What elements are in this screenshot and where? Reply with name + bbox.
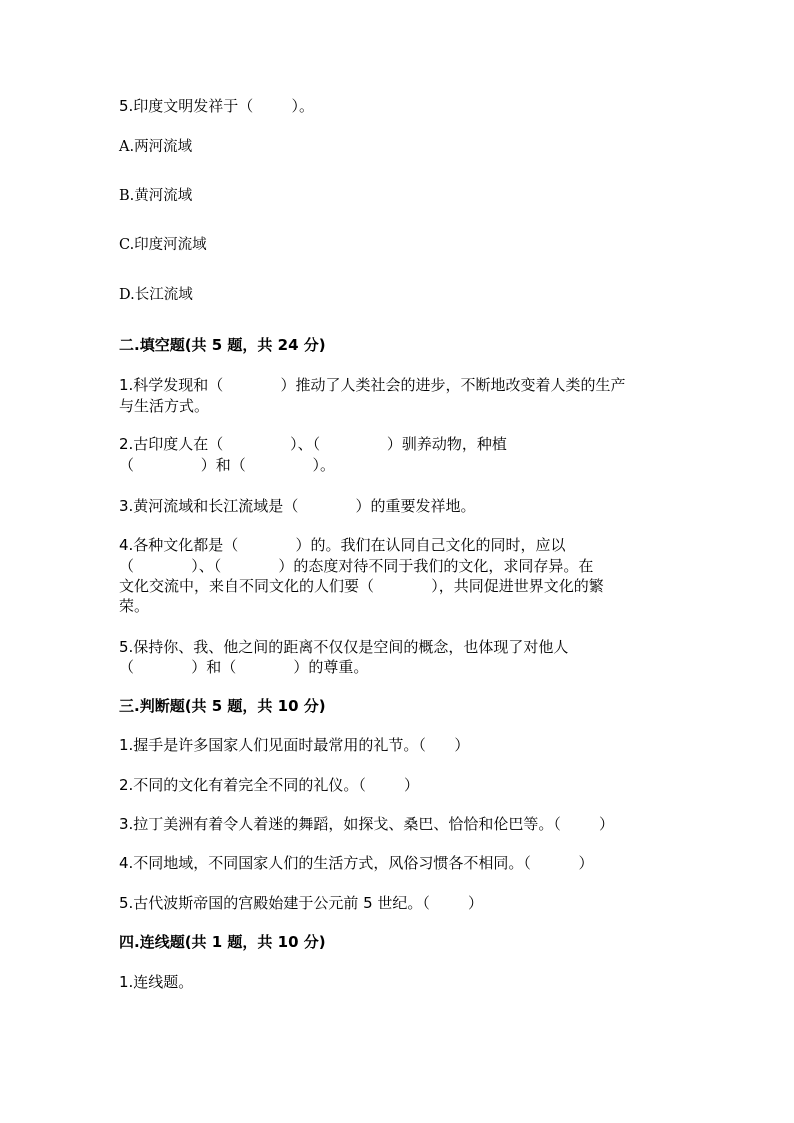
matching-q1: 1.连线题。	[119, 973, 194, 991]
true-false-q2: 2.不同的文化有着完全不同的礼仪。（ ）	[119, 776, 419, 794]
fill-in-q4-line2: （ ）、（ ）的态度对待不同于我们的文化，求同存异。在	[119, 557, 594, 575]
fill-in-q1-line1: 1.科学发现和（ ）推动了人类社会的进步，不断地改变着人类的生产	[119, 376, 626, 394]
fill-in-q3: 3.黄河流域和长江流域是（ ）的重要发祥地。	[119, 497, 476, 515]
option-c: C.印度河流域	[119, 237, 207, 253]
true-false-q1: 1.握手是许多国家人们见面时最常用的礼节。（ ）	[119, 736, 470, 754]
true-false-heading: 三.判断题(共 5 题，共 10 分)	[119, 697, 326, 715]
fill-in-q5-line1: 5.保持你、我、他之间的距离不仅仅是空间的概念，也体现了对他人	[119, 638, 569, 656]
fill-in-q1-line2: 与生活方式。	[119, 397, 210, 415]
fill-in-q5-line2: （ ）和（ ）的尊重。	[119, 658, 369, 676]
fill-in-q4-line4: 荣。	[119, 597, 150, 615]
fill-in-q4-line1: 4.各种文化都是（ ）的。我们在认同自己文化的同时，应以	[119, 536, 566, 554]
option-b: B.黄河流域	[119, 188, 193, 204]
option-d: D.长江流域	[119, 287, 193, 303]
fill-in-q2-line2: （ ）和（ ）。	[119, 456, 336, 474]
fill-in-q4-line3: 文化交流中，来自不同文化的人们要（ ），共同促进世界文化的繁	[119, 577, 604, 595]
true-false-q4: 4.不同地域，不同国家人们的生活方式，风俗习惯各不相同。（ ）	[119, 854, 594, 872]
option-a: A.两河流域	[119, 139, 193, 155]
true-false-q5: 5.古代波斯帝国的宫殿始建于公元前 5 世纪。（ ）	[119, 894, 484, 912]
fill-in-heading: 二.填空题(共 5 题，共 24 分)	[119, 336, 326, 354]
fill-in-q2-line1: 2.古印度人在（ ）、（ ）驯养动物，种植	[119, 435, 507, 453]
mcq-question-5: 5.印度文明发祥于（ ）。	[119, 97, 314, 115]
true-false-q3: 3.拉丁美洲有着令人着迷的舞蹈，如探戈、桑巴、恰恰和伦巴等。（ ）	[119, 815, 614, 833]
matching-heading: 四.连线题(共 1 题，共 10 分)	[119, 933, 326, 951]
